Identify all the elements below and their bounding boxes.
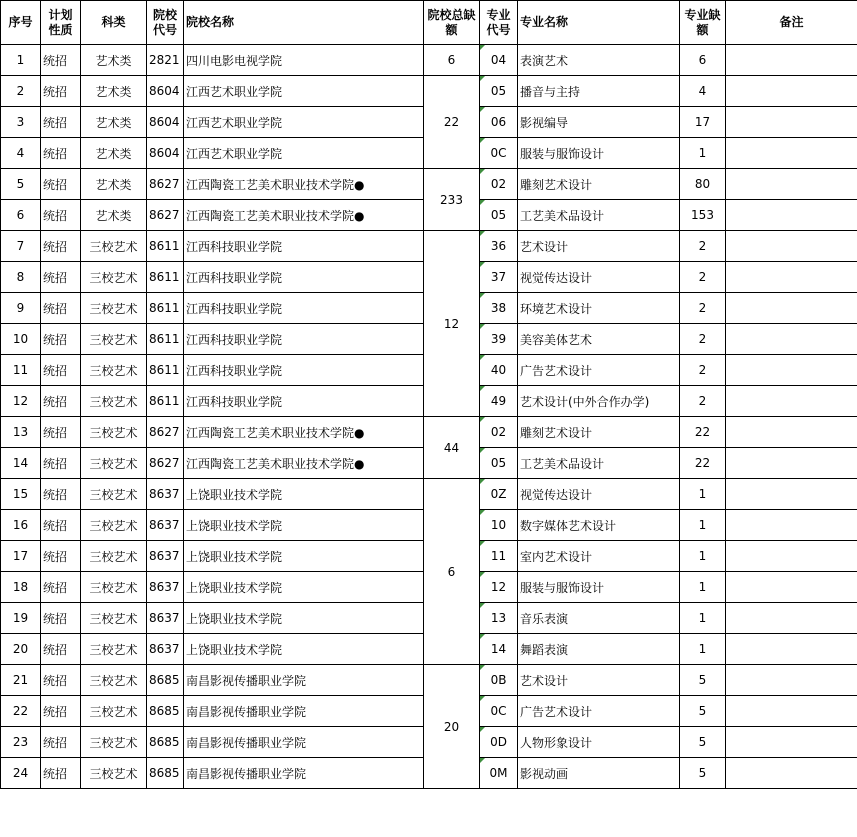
- cell-remark: [726, 479, 857, 510]
- cell-remark: [726, 541, 857, 572]
- cell-seq: 2: [1, 76, 41, 107]
- cell-major-code: 06: [480, 107, 518, 138]
- cell-major-vacancy: 5: [680, 696, 726, 727]
- header-row: [1, 1, 857, 45]
- cell-seq: 14: [1, 448, 41, 479]
- cell-remark: [726, 138, 857, 169]
- cell-seq: 8: [1, 262, 41, 293]
- cell-school-name: 上饶职业技术学院: [184, 572, 424, 603]
- cell-remark: [726, 386, 857, 417]
- cell-plan-type: 统招: [41, 45, 81, 76]
- cell-category: 三校艺术: [81, 355, 147, 386]
- cell-seq: 21: [1, 665, 41, 696]
- table-row: [1, 417, 857, 448]
- cell-plan-type: 统招: [41, 696, 81, 727]
- table-row: [1, 231, 857, 262]
- cell-major-name: 表演艺术: [518, 45, 680, 76]
- cell-major-name: 影视动画: [518, 758, 680, 789]
- cell-school-vacancy: 44: [424, 417, 480, 479]
- cell-major-name: 音乐表演: [518, 603, 680, 634]
- cell-school-name: 江西科技职业学院: [184, 262, 424, 293]
- cell-major-vacancy: 1: [680, 634, 726, 665]
- cell-school-name: 上饶职业技术学院: [184, 603, 424, 634]
- header-school-code: 院校代号: [147, 1, 184, 45]
- cell-major-name: 艺术设计: [518, 665, 680, 696]
- cell-plan-type: 统招: [41, 572, 81, 603]
- cell-category: 三校艺术: [81, 634, 147, 665]
- cell-remark: [726, 603, 857, 634]
- cell-school-code: 8685: [147, 696, 184, 727]
- cell-category: 艺术类: [81, 45, 147, 76]
- cell-school-code: 8637: [147, 572, 184, 603]
- cell-category: 艺术类: [81, 200, 147, 231]
- cell-major-code: 0M: [480, 758, 518, 789]
- cell-remark: [726, 169, 857, 200]
- cell-school-name: 上饶职业技术学院: [184, 541, 424, 572]
- cell-remark: [726, 634, 857, 665]
- cell-major-vacancy: 2: [680, 262, 726, 293]
- cell-remark: [726, 758, 857, 789]
- cell-category: 三校艺术: [81, 262, 147, 293]
- cell-seq: 18: [1, 572, 41, 603]
- cell-major-code: 0Z: [480, 479, 518, 510]
- cell-remark: [726, 107, 857, 138]
- cell-category: 艺术类: [81, 169, 147, 200]
- cell-major-name: 影视编导: [518, 107, 680, 138]
- cell-plan-type: 统招: [41, 541, 81, 572]
- cell-major-name: 数字媒体艺术设计: [518, 510, 680, 541]
- cell-seq: 9: [1, 293, 41, 324]
- cell-major-vacancy: 4: [680, 76, 726, 107]
- cell-seq: 20: [1, 634, 41, 665]
- cell-plan-type: 统招: [41, 262, 81, 293]
- cell-major-code: 02: [480, 169, 518, 200]
- cell-major-code: 02: [480, 417, 518, 448]
- cell-major-vacancy: 2: [680, 293, 726, 324]
- cell-major-vacancy: 2: [680, 355, 726, 386]
- cell-school-vacancy: 6: [424, 45, 480, 76]
- cell-seq: 6: [1, 200, 41, 231]
- cell-major-vacancy: 2: [680, 231, 726, 262]
- cell-remark: [726, 231, 857, 262]
- cell-school-vacancy: 20: [424, 665, 480, 789]
- cell-category: 三校艺术: [81, 665, 147, 696]
- cell-remark: [726, 262, 857, 293]
- cell-major-code: 05: [480, 448, 518, 479]
- cell-category: 艺术类: [81, 138, 147, 169]
- cell-school-name: 江西科技职业学院: [184, 386, 424, 417]
- cell-remark: [726, 417, 857, 448]
- cell-plan-type: 统招: [41, 231, 81, 262]
- cell-remark: [726, 572, 857, 603]
- cell-major-code: 10: [480, 510, 518, 541]
- cell-plan-type: 统招: [41, 727, 81, 758]
- cell-plan-type: 统招: [41, 169, 81, 200]
- cell-major-vacancy: 5: [680, 665, 726, 696]
- cell-school-code: 8604: [147, 138, 184, 169]
- cell-category: 三校艺术: [81, 727, 147, 758]
- cell-major-name: 环境艺术设计: [518, 293, 680, 324]
- cell-major-vacancy: 1: [680, 510, 726, 541]
- cell-plan-type: 统招: [41, 355, 81, 386]
- cell-category: 三校艺术: [81, 293, 147, 324]
- table-row: [1, 169, 857, 200]
- cell-major-name: 室内艺术设计: [518, 541, 680, 572]
- cell-seq: 22: [1, 696, 41, 727]
- cell-category: 三校艺术: [81, 510, 147, 541]
- cell-remark: [726, 200, 857, 231]
- cell-major-vacancy: 6: [680, 45, 726, 76]
- cell-plan-type: 统招: [41, 510, 81, 541]
- header-seq: 序号: [1, 1, 41, 45]
- cell-remark: [726, 355, 857, 386]
- header-remark: 备注: [726, 1, 857, 45]
- cell-school-name: 江西科技职业学院: [184, 355, 424, 386]
- cell-major-vacancy: 1: [680, 541, 726, 572]
- cell-school-vacancy: 6: [424, 479, 480, 665]
- cell-major-name: 广告艺术设计: [518, 696, 680, 727]
- header-school-name: 院校名称: [184, 1, 424, 45]
- cell-seq: 19: [1, 603, 41, 634]
- cell-major-code: 0C: [480, 696, 518, 727]
- cell-major-code: 0D: [480, 727, 518, 758]
- header-major-name: 专业名称: [518, 1, 680, 45]
- cell-category: 三校艺术: [81, 572, 147, 603]
- cell-plan-type: 统招: [41, 76, 81, 107]
- cell-plan-type: 统招: [41, 634, 81, 665]
- cell-school-vacancy: 233: [424, 169, 480, 231]
- cell-major-name: 工艺美术品设计: [518, 200, 680, 231]
- cell-school-code: 8685: [147, 665, 184, 696]
- cell-school-name: 南昌影视传播职业学院: [184, 758, 424, 789]
- cell-major-code: 13: [480, 603, 518, 634]
- cell-school-code: 8637: [147, 634, 184, 665]
- cell-major-name: 服装与服饰设计: [518, 572, 680, 603]
- cell-school-vacancy: 12: [424, 231, 480, 417]
- cell-seq: 17: [1, 541, 41, 572]
- cell-major-code: 05: [480, 76, 518, 107]
- cell-remark: [726, 324, 857, 355]
- cell-major-code: 11: [480, 541, 518, 572]
- cell-school-name: 南昌影视传播职业学院: [184, 665, 424, 696]
- cell-school-code: 8604: [147, 76, 184, 107]
- cell-school-name: 南昌影视传播职业学院: [184, 696, 424, 727]
- cell-remark: [726, 448, 857, 479]
- cell-major-name: 视觉传达设计: [518, 479, 680, 510]
- cell-school-name: 江西陶瓷工艺美术职业技术学院●: [184, 448, 424, 479]
- cell-major-code: 38: [480, 293, 518, 324]
- cell-school-code: 8627: [147, 417, 184, 448]
- cell-major-name: 广告艺术设计: [518, 355, 680, 386]
- cell-seq: 16: [1, 510, 41, 541]
- cell-major-code: 14: [480, 634, 518, 665]
- cell-category: 三校艺术: [81, 758, 147, 789]
- cell-remark: [726, 76, 857, 107]
- table-row: [1, 665, 857, 696]
- cell-school-name: 江西科技职业学院: [184, 231, 424, 262]
- cell-plan-type: 统招: [41, 603, 81, 634]
- cell-major-name: 雕刻艺术设计: [518, 169, 680, 200]
- cell-major-code: 49: [480, 386, 518, 417]
- cell-school-code: 8611: [147, 231, 184, 262]
- cell-school-name: 江西陶瓷工艺美术职业技术学院●: [184, 169, 424, 200]
- cell-remark: [726, 45, 857, 76]
- cell-plan-type: 统招: [41, 324, 81, 355]
- cell-major-name: 美容美体艺术: [518, 324, 680, 355]
- cell-school-code: 8611: [147, 262, 184, 293]
- cell-seq: 7: [1, 231, 41, 262]
- cell-major-code: 36: [480, 231, 518, 262]
- cell-major-name: 人物形象设计: [518, 727, 680, 758]
- cell-major-vacancy: 1: [680, 572, 726, 603]
- cell-major-vacancy: 153: [680, 200, 726, 231]
- cell-school-name: 四川电影电视学院: [184, 45, 424, 76]
- cell-school-name: 江西艺术职业学院: [184, 76, 424, 107]
- cell-major-code: 05: [480, 200, 518, 231]
- cell-major-vacancy: 2: [680, 386, 726, 417]
- cell-major-vacancy: 80: [680, 169, 726, 200]
- cell-remark: [726, 696, 857, 727]
- cell-school-code: 8685: [147, 727, 184, 758]
- cell-seq: 5: [1, 169, 41, 200]
- header-category: 科类: [81, 1, 147, 45]
- cell-school-vacancy: 22: [424, 76, 480, 169]
- cell-school-name: 江西科技职业学院: [184, 293, 424, 324]
- cell-major-name: 艺术设计: [518, 231, 680, 262]
- cell-major-vacancy: 1: [680, 138, 726, 169]
- cell-school-name: 上饶职业技术学院: [184, 510, 424, 541]
- cell-school-code: 8637: [147, 603, 184, 634]
- cell-plan-type: 统招: [41, 107, 81, 138]
- cell-school-code: 8637: [147, 510, 184, 541]
- cell-seq: 15: [1, 479, 41, 510]
- table-row: [1, 76, 857, 107]
- header-plan-type: 计划性质: [41, 1, 81, 45]
- cell-seq: 24: [1, 758, 41, 789]
- cell-major-name: 舞蹈表演: [518, 634, 680, 665]
- cell-major-code: 12: [480, 572, 518, 603]
- cell-category: 三校艺术: [81, 479, 147, 510]
- cell-school-name: 江西陶瓷工艺美术职业技术学院●: [184, 200, 424, 231]
- cell-category: 三校艺术: [81, 417, 147, 448]
- cell-seq: 13: [1, 417, 41, 448]
- cell-plan-type: 统招: [41, 293, 81, 324]
- cell-school-name: 上饶职业技术学院: [184, 634, 424, 665]
- header-major-code: 专业代号: [480, 1, 518, 45]
- cell-school-name: 江西陶瓷工艺美术职业技术学院●: [184, 417, 424, 448]
- cell-school-name: 南昌影视传播职业学院: [184, 727, 424, 758]
- cell-category: 艺术类: [81, 76, 147, 107]
- cell-category: 三校艺术: [81, 386, 147, 417]
- cell-plan-type: 统招: [41, 138, 81, 169]
- cell-major-name: 工艺美术品设计: [518, 448, 680, 479]
- cell-major-code: 04: [480, 45, 518, 76]
- cell-major-vacancy: 1: [680, 479, 726, 510]
- cell-seq: 23: [1, 727, 41, 758]
- cell-category: 三校艺术: [81, 696, 147, 727]
- cell-plan-type: 统招: [41, 665, 81, 696]
- cell-seq: 11: [1, 355, 41, 386]
- table-body: [1, 45, 857, 789]
- table-row: [1, 45, 857, 76]
- cell-school-code: 8627: [147, 448, 184, 479]
- cell-category: 三校艺术: [81, 541, 147, 572]
- header-school-vacancy: 院校总缺额: [424, 1, 480, 45]
- cell-school-code: 8611: [147, 324, 184, 355]
- cell-category: 三校艺术: [81, 231, 147, 262]
- cell-school-code: 8627: [147, 200, 184, 231]
- cell-remark: [726, 665, 857, 696]
- cell-school-code: 8627: [147, 169, 184, 200]
- cell-major-vacancy: 2: [680, 324, 726, 355]
- cell-plan-type: 统招: [41, 417, 81, 448]
- table-row: [1, 479, 857, 510]
- cell-plan-type: 统招: [41, 479, 81, 510]
- cell-major-code: 39: [480, 324, 518, 355]
- cell-major-vacancy: 5: [680, 727, 726, 758]
- cell-major-vacancy: 5: [680, 758, 726, 789]
- cell-major-vacancy: 22: [680, 448, 726, 479]
- cell-school-name: 上饶职业技术学院: [184, 479, 424, 510]
- cell-school-code: 8637: [147, 479, 184, 510]
- cell-seq: 1: [1, 45, 41, 76]
- cell-major-vacancy: 17: [680, 107, 726, 138]
- cell-school-code: 8611: [147, 355, 184, 386]
- cell-seq: 10: [1, 324, 41, 355]
- cell-category: 三校艺术: [81, 603, 147, 634]
- cell-category: 艺术类: [81, 107, 147, 138]
- cell-school-code: 2821: [147, 45, 184, 76]
- cell-major-name: 服装与服饰设计: [518, 138, 680, 169]
- cell-major-code: 0B: [480, 665, 518, 696]
- cell-remark: [726, 293, 857, 324]
- header-major-vacancy: 专业缺额: [680, 1, 726, 45]
- cell-seq: 3: [1, 107, 41, 138]
- cell-school-name: 江西科技职业学院: [184, 324, 424, 355]
- cell-school-code: 8611: [147, 386, 184, 417]
- cell-category: 三校艺术: [81, 324, 147, 355]
- cell-school-name: 江西艺术职业学院: [184, 138, 424, 169]
- cell-seq: 12: [1, 386, 41, 417]
- cell-major-name: 艺术设计(中外合作办学): [518, 386, 680, 417]
- cell-school-code: 8685: [147, 758, 184, 789]
- cell-remark: [726, 510, 857, 541]
- cell-category: 三校艺术: [81, 448, 147, 479]
- cell-major-name: 播音与主持: [518, 76, 680, 107]
- cell-school-code: 8604: [147, 107, 184, 138]
- cell-major-name: 雕刻艺术设计: [518, 417, 680, 448]
- cell-major-code: 37: [480, 262, 518, 293]
- cell-plan-type: 统招: [41, 758, 81, 789]
- cell-major-vacancy: 22: [680, 417, 726, 448]
- cell-major-code: 0C: [480, 138, 518, 169]
- cell-remark: [726, 727, 857, 758]
- cell-major-vacancy: 1: [680, 603, 726, 634]
- cell-plan-type: 统招: [41, 200, 81, 231]
- cell-plan-type: 统招: [41, 386, 81, 417]
- cell-seq: 4: [1, 138, 41, 169]
- cell-school-name: 江西艺术职业学院: [184, 107, 424, 138]
- cell-plan-type: 统招: [41, 448, 81, 479]
- cell-major-name: 视觉传达设计: [518, 262, 680, 293]
- cell-school-code: 8611: [147, 293, 184, 324]
- cell-major-code: 40: [480, 355, 518, 386]
- cell-school-code: 8637: [147, 541, 184, 572]
